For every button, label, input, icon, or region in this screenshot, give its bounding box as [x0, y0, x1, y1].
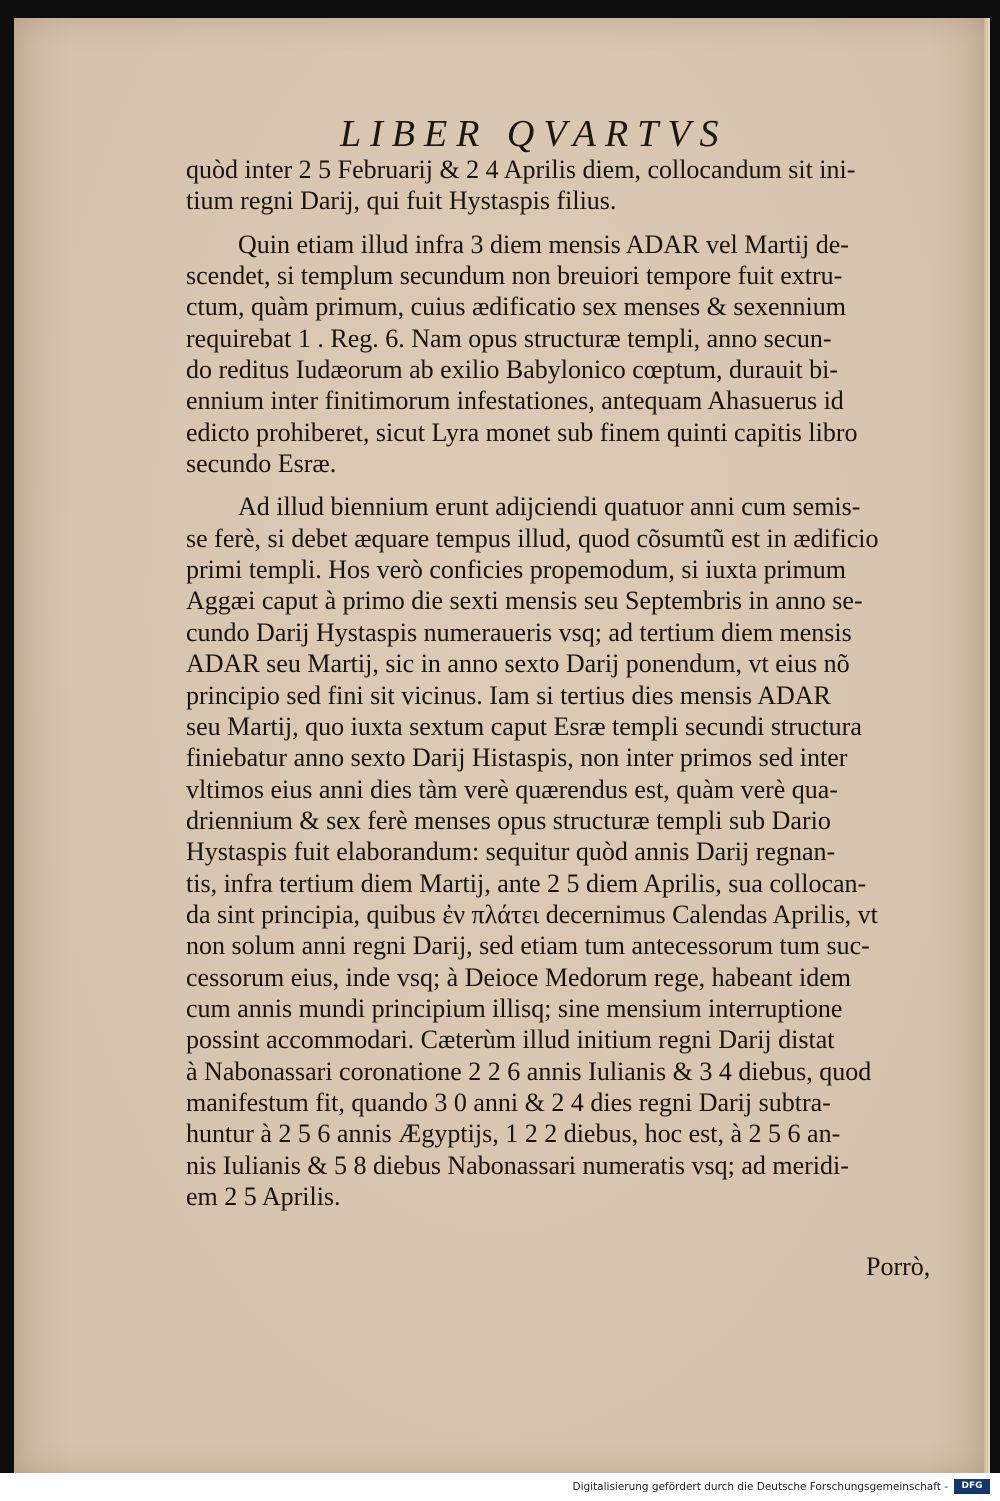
text-line: nis Iulianis & 5 8 diebus Nabonassari numeratis vsq; ad meridi- — [186, 1150, 849, 1180]
text-line: tium regni Darij, qui fuit Hystaspis filius. — [186, 186, 617, 216]
page-edge — [984, 18, 990, 1473]
text-line: requirebat 1 . Reg. 6. Nam opus structuræ templi, anno secun- — [186, 323, 832, 353]
text-line: se ferè, si debet æquare tempus illud, quod cõsumtũ est in ædificio — [186, 523, 879, 553]
text-line: cundo Darij Hystaspis numeraueris vsq; ad tertium diem mensis — [186, 617, 852, 647]
text-line: ctum, quàm primum, cuius ædificatio sex menses & sexennium — [186, 292, 847, 322]
text-line: manifestum fit, quando 3 0 anni & 2 4 dies regni Darij subtra- — [186, 1087, 831, 1117]
body-text — [186, 154, 946, 1212]
text-line: vltimos eius anni dies tàm verè quærendus est, quàm verè qua- — [186, 774, 839, 804]
text-line: em 2 5 Aprilis. — [186, 1182, 341, 1211]
text-line: Ad illud biennium erunt adijciendi quatuor anni cum semis- — [238, 492, 861, 522]
text-line: Aggæi caput à primo die sexti mensis seu Septembris in anno se- — [186, 586, 863, 616]
text-line: ADAR seu Martij, sic in anno sexto Darij ponendum, vt eius nõ — [186, 649, 850, 679]
footer-credit: Digitalisierung gefördert durch die Deutsche Forschungsgemeinschaft - — [572, 1481, 948, 1493]
text-line: cum annis mundi principium illisq; sine mensium interruptione — [186, 993, 843, 1023]
text-line: finiebatur anno sexto Darij Histaspis, non inter primos sed inter — [186, 743, 848, 773]
catchword: Porrò, — [866, 1252, 931, 1281]
text-line: non solum anni regni Darij, sed etiam tum antecessorum tum suc- — [186, 931, 870, 961]
text-line: do reditus Iudæorum ab exilio Babylonico cœptum, durauit bi- — [186, 355, 839, 385]
text-line: possint accommodari. Cæterùm illud initium regni Darij distat — [186, 1025, 835, 1055]
text-line: quòd inter 2 5 Februarij & 2 4 Aprilis diem, collocandum sit ini- — [186, 155, 856, 184]
text-line: Quin etiam illud infra 3 diem mensis ADAR vel Martij de- — [238, 229, 849, 259]
text-line: à Nabonassari coronatione 2 2 6 annis Iulianis & 3 4 diebus, quod — [186, 1056, 872, 1086]
text-line: primi templi. Hos verò conficies propemodum, si iuxta primum — [186, 555, 847, 585]
text-line: driennium & sex ferè menses opus structuræ templi sub Dario — [186, 805, 831, 835]
paragraph-gap — [186, 217, 946, 229]
text-line: tis, infra tertium diem Martij, ante 2 5 diem Aprilis, sua collocan- — [186, 868, 867, 898]
text-line: Hystaspis fuit elaborandum: sequitur quòd annis Darij regnan- — [186, 837, 836, 867]
footer-bar — [0, 1473, 1000, 1501]
paragraph-gap — [186, 479, 946, 491]
text-line: da sint principia, quibus ἐν πλάτει decernimus Calendas Aprilis, vt — [186, 899, 878, 929]
dfg-logo: DFG — [954, 1479, 990, 1494]
paragraph — [186, 154, 946, 217]
text-line: secundo Esræ. — [186, 449, 337, 479]
text-line: cessorum eius, inde vsq; à Deioce Medorum rege, habeant idem — [186, 962, 851, 992]
text-line: scendet, si templum secundum non breuiori tempore fuit extru- — [186, 261, 843, 291]
text-line: huntur à 2 5 6 annis Ægyptijs, 1 2 2 diebus, hoc est, à 2 5 6 an- — [186, 1119, 841, 1149]
paragraph — [186, 491, 946, 1212]
text-line: seu Martij, quo iuxta sextum caput Esræ templi secundi structura — [186, 711, 862, 741]
paragraph — [186, 229, 946, 480]
running-head: LIBER QVARTVS — [340, 113, 728, 155]
text-line: ennium inter finitimorum infestationes, antequam Ahasuerus id — [186, 386, 844, 416]
text-line: principio sed fini sit vicinus. Iam si tertius dies mensis ADAR — [186, 680, 831, 710]
text-line: edicto prohiberet, sicut Lyra monet sub finem quinti capitis libro — [186, 417, 858, 447]
